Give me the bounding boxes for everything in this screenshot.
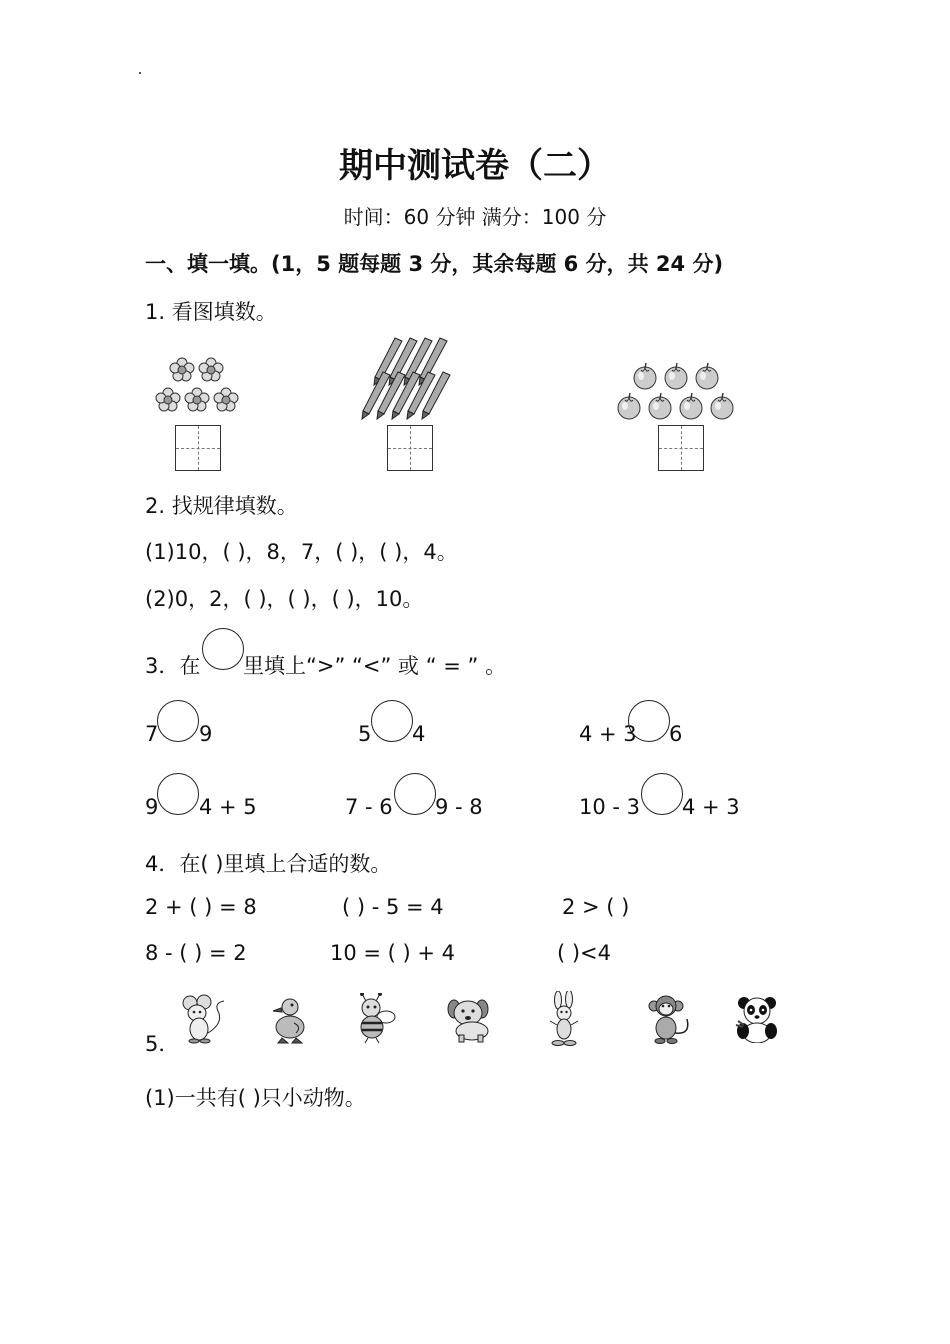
fill-equation: 2 > ( ) <box>562 895 630 919</box>
compare-right: 9 <box>199 722 213 746</box>
compare-circle[interactable] <box>371 700 413 742</box>
compare-left: 10 - 3 <box>579 795 641 819</box>
apple-icon <box>614 360 740 422</box>
scan-dot <box>139 72 141 74</box>
compare-right: 9 - 8 <box>435 795 483 819</box>
fill-equation: ( ) - 5 = 4 <box>342 895 444 919</box>
question-1-label: 1. 看图填数。 <box>145 300 277 324</box>
compare-left: 7 - 6 <box>345 795 393 819</box>
question-3-label-end: 里填上“>” “<” 或 “ = ” 。 <box>243 654 507 678</box>
compare-right: 4 <box>412 722 426 746</box>
answer-box-pencils[interactable] <box>387 425 433 471</box>
answer-box-apples[interactable] <box>658 425 704 471</box>
monkey-icon <box>645 993 695 1045</box>
fill-equation: ( )<4 <box>557 941 612 965</box>
dog-icon <box>445 995 495 1043</box>
compare-left: 7 <box>145 722 159 746</box>
compare-right: 4 + 5 <box>199 795 257 819</box>
page-title: 期中测试卷（二） <box>339 146 611 186</box>
question-4-label: 4．在( )里填上合适的数。 <box>145 852 392 876</box>
compare-circle-icon <box>202 628 244 670</box>
panda-icon <box>734 995 782 1043</box>
rabbit-icon <box>545 991 583 1047</box>
answer-box-flowers[interactable] <box>175 425 221 471</box>
pencil-icon <box>355 336 455 422</box>
compare-circle[interactable] <box>641 773 683 815</box>
pattern-line-2: (2)0，2，( )，( )，( )，10。 <box>145 587 424 611</box>
compare-left: 5 <box>358 722 372 746</box>
compare-left: 9 <box>145 795 159 819</box>
compare-circle[interactable] <box>394 773 436 815</box>
fill-equation: 2 + ( ) = 8 <box>145 895 257 919</box>
question-2-label: 2. 找规律填数。 <box>145 494 298 518</box>
compare-circle[interactable] <box>157 773 199 815</box>
question-5-label: 5． <box>145 1032 180 1056</box>
section-heading: 一、填一填。(1，5 题每题 3 分，其余每题 6 分，共 24 分) <box>145 252 724 276</box>
question-3-label-start: 3．在 <box>145 654 201 678</box>
compare-right: 4 + 3 <box>682 795 740 819</box>
pattern-line-1: (1)10，( )，8，7，( )，( )，4。 <box>145 540 458 564</box>
compare-left: 4 + 3 <box>579 722 637 746</box>
compare-circle[interactable] <box>628 700 670 742</box>
fill-equation: 8 - ( ) = 2 <box>145 941 247 965</box>
flower-icon <box>152 352 244 418</box>
question-5-sub-1: (1)一共有( )只小动物。 <box>145 1086 366 1110</box>
compare-circle[interactable] <box>157 700 199 742</box>
mouse-icon <box>178 993 232 1045</box>
exam-info: 时间：60 分钟 满分：100 分 <box>343 205 607 229</box>
fill-equation: 10 = ( ) + 4 <box>330 941 456 965</box>
bee-icon <box>350 993 398 1045</box>
duck-icon <box>268 995 312 1045</box>
compare-right: 6 <box>669 722 683 746</box>
